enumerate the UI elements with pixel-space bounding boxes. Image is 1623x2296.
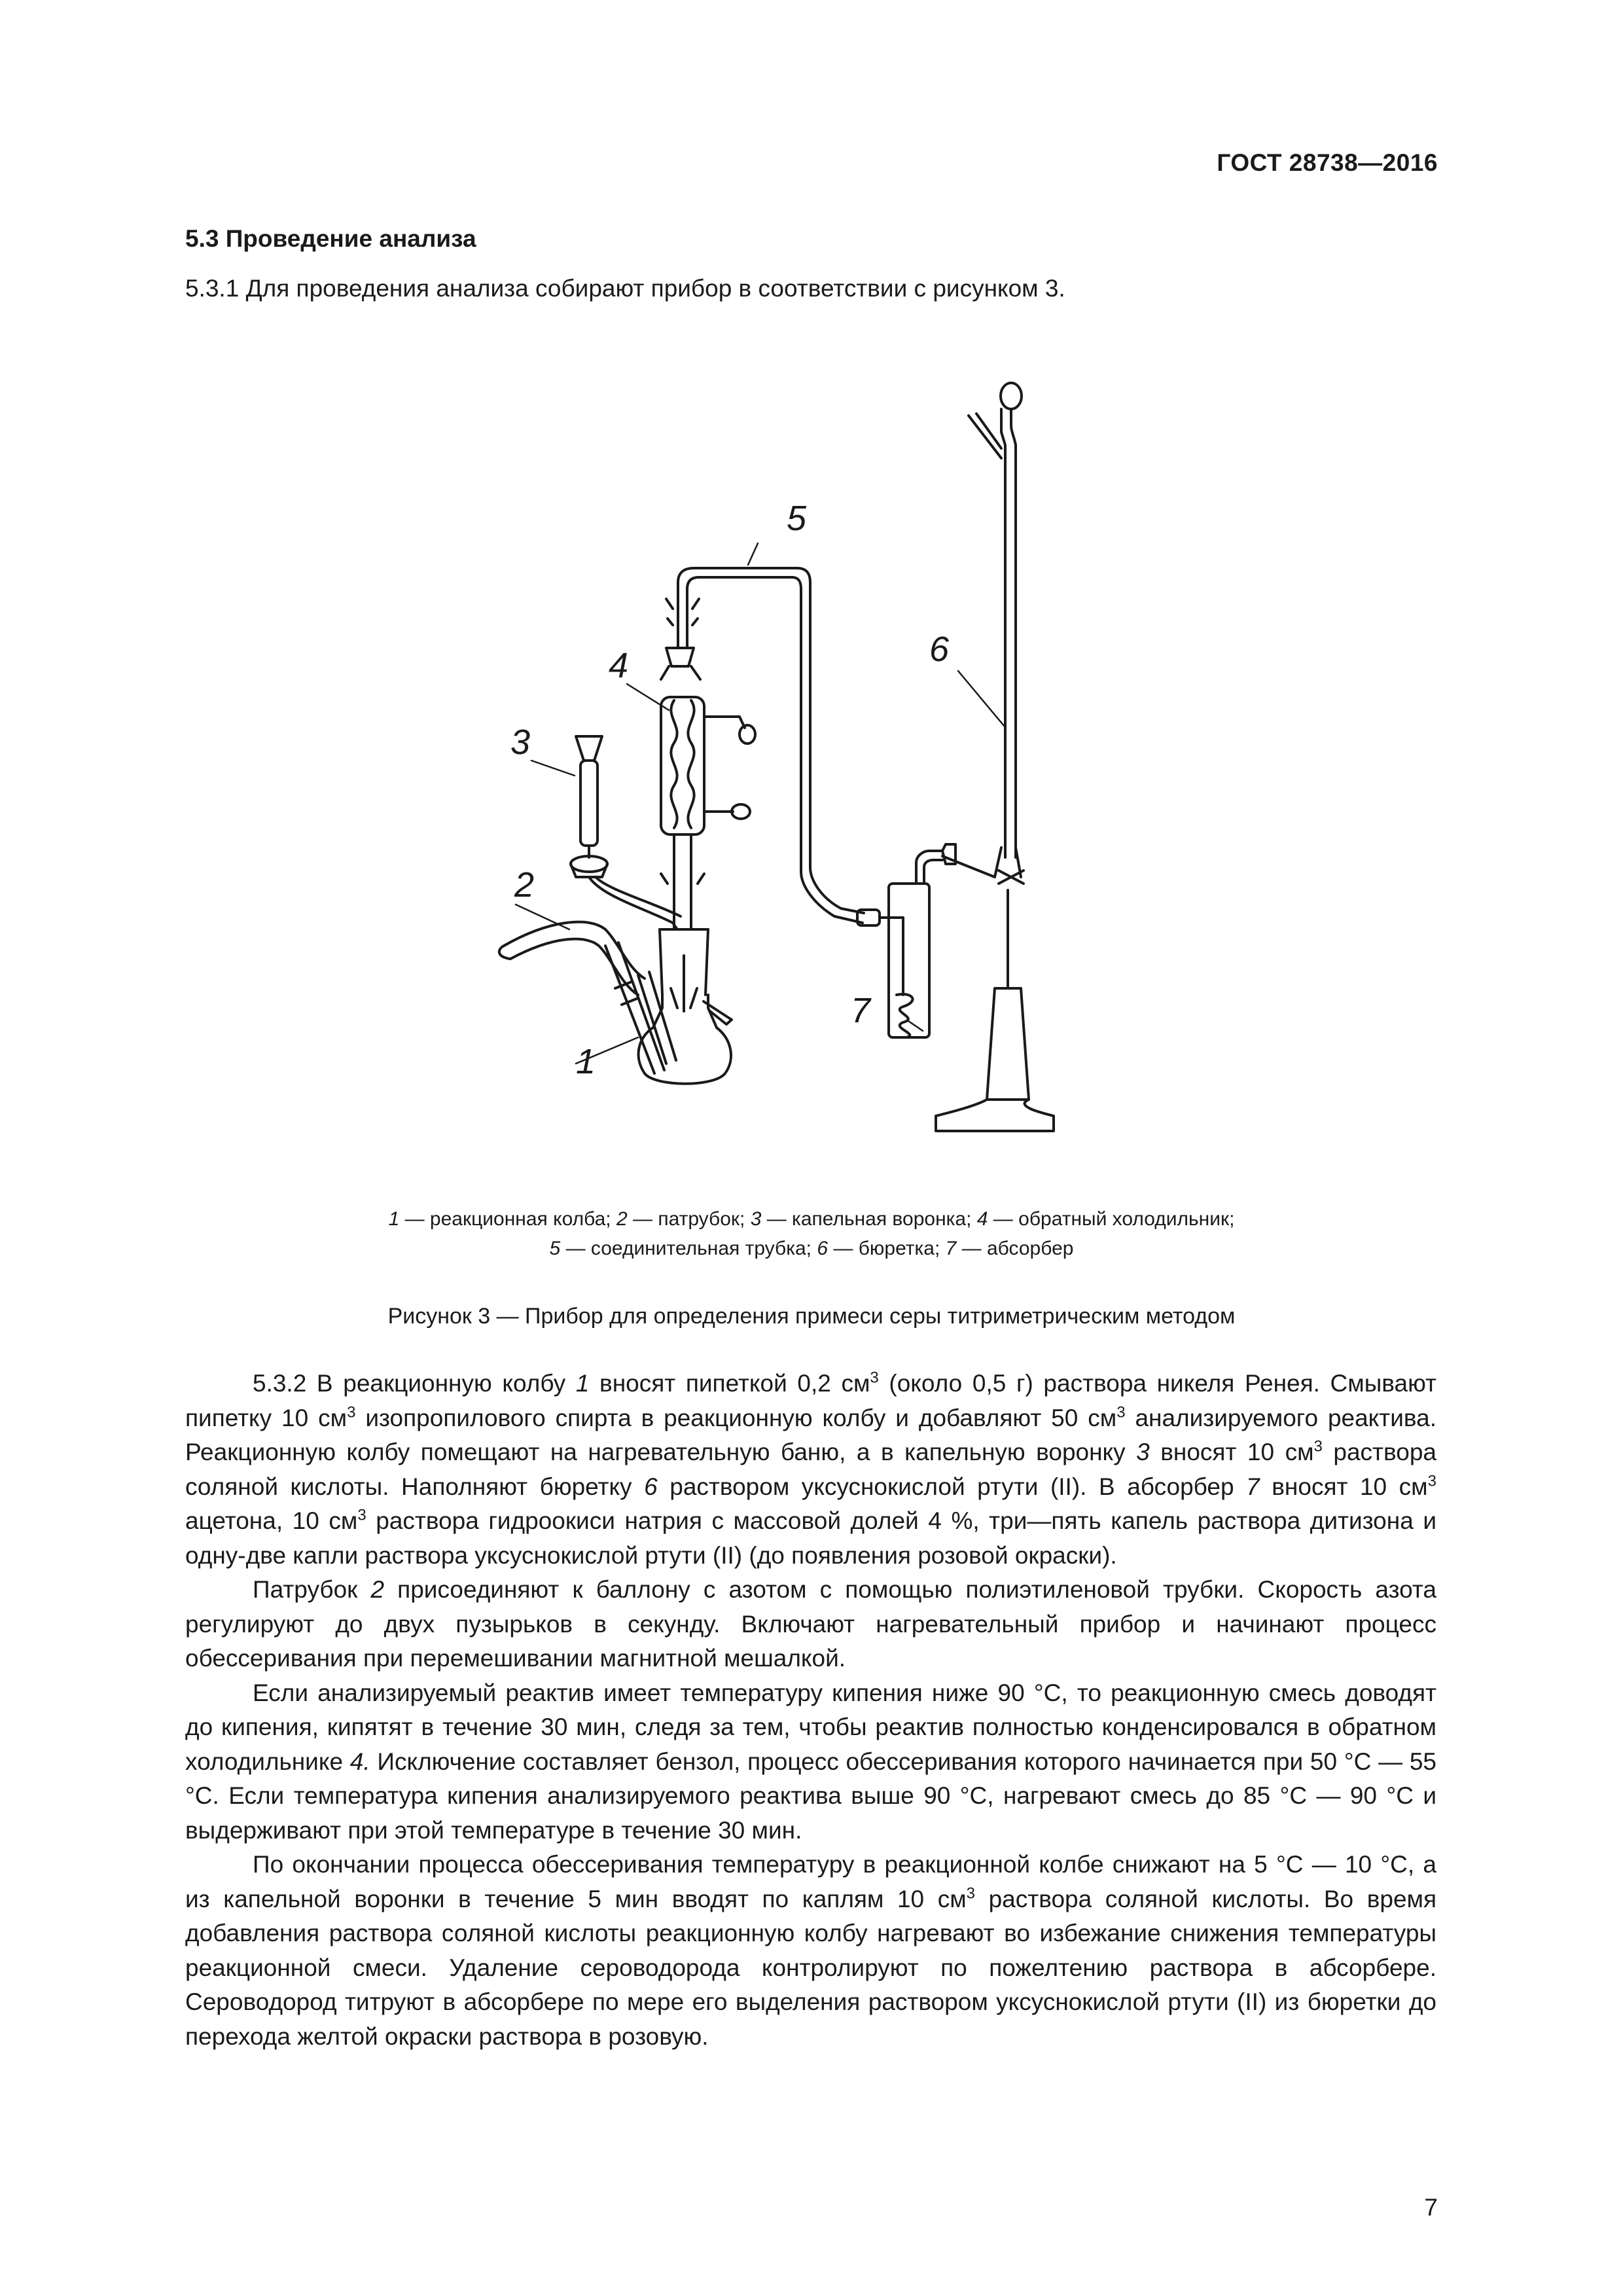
figure-legend-line-2: 5 — соединительная трубка; 6 — бюретка; 7 — абсорбер: [549, 1238, 1074, 1259]
document-code: ГОСТ 28738—2016: [1217, 149, 1438, 176]
label-3: 3: [510, 723, 531, 762]
paragraph-boiling: Если анализируемый реактив имеет температуру кипения ниже 90 °С, то реакционную смесь доводят до кипения, кипятят в течение 30 мин, следя за тем, чтобы реактив полностью конденсировался в обратном холодильнике 4. Исключение составляет бензол, процесс обессеривания которого начинается при 50 °С — 55 °С. Если температура кипения анализируемого реактива выше 90 °С, нагревают смесь до 85 °С — 90 °С и выдерживают при этой температуре в течение 30 мин.: [185, 1679, 1436, 1844]
label-2: 2: [514, 865, 535, 905]
paragraph-titration: По окончании процесса обессеривания температуру в реакционной колбе снижают на 5 °С — 10 °С, а из капельной воронки в течение 5 мин вводят по каплям 10 $см^3$ раствора соляной кислоты. Во время добавления раствора соляной кислоты реакционную колбу нагревают во избежание снижения температуры реакционной смеси. Удаление сероводорода контролируют по пожелтению раствора в абсорбере. Сероводород титруют в абсорбере по мере его выделения раствором уксуснокислой ртути (II) из бюретки до перехода желтой окраски раствора в розовую.: [185, 1851, 1436, 2050]
paragraph-5-3-1: 5.3.1 Для проведения анализа собирают прибор в соответствии с рисунком 3.: [185, 275, 1065, 302]
page-number: 7: [1424, 2194, 1438, 2221]
section-title: 5.3 Проведение анализа: [185, 225, 476, 252]
absorber: [880, 851, 942, 1037]
label-6: 6: [929, 630, 950, 669]
paragraph-nitrogen: Патрубок 2 присоединяют к баллону с азотом с помощью полиэтиленовой трубки. Скорость азота регулируют до двух пузырьков в секунду. Включают нагревательный прибор и начинают процесс обессеривания при перемешивании магнитной мешалкой.: [185, 1576, 1436, 1672]
label-7: 7: [851, 991, 871, 1030]
figure-caption: Рисунок 3 — Прибор для определения примеси серы титриметрическим методом: [387, 1304, 1236, 1329]
label-1: 1: [576, 1042, 596, 1081]
apparatus-figure: [458, 367, 1204, 1152]
burette: [936, 383, 1054, 1131]
label-5: 5: [787, 499, 807, 538]
connecting-tube: [666, 568, 880, 925]
label-4: 4: [609, 646, 629, 685]
figure-legend-line-1: 1 — реакционная колба; 2 — патрубок; 3 — капельная воронка; 4 — обратный холодильник;: [388, 1208, 1235, 1230]
body-text: [185, 1367, 1436, 2054]
paragraph-5-3-2: 5.3.2 В реакционную колбу 1 вносят пипеткой 0,2 $см^3$ (около 0,5 г) раствора никеля Ренея. Смывают пипетку 10 $см^3$ изопропилового спирта в реакционную колбу и добавляют 50 $см^3$ анализируемого реактива. Реакционную колбу помещают на нагревательную баню, а в капельную воронку 3 вносят 10 $см^3$ раствора соляной кислоты. Наполняют бюретку 6 раствором уксуснокислой ртути (II). В абсорбер 7 вносят 10 $см^3$ ацетона, 10 $см^3$ раствора гидроокиси натрия с массовой долей 4 %, три—пять капель раствора дитизона и одну-две капли раствора уксуснокислой ртути (II) (до появления розовой окраски).: [185, 1369, 1436, 1569]
leader-lines: [516, 543, 1005, 1064]
